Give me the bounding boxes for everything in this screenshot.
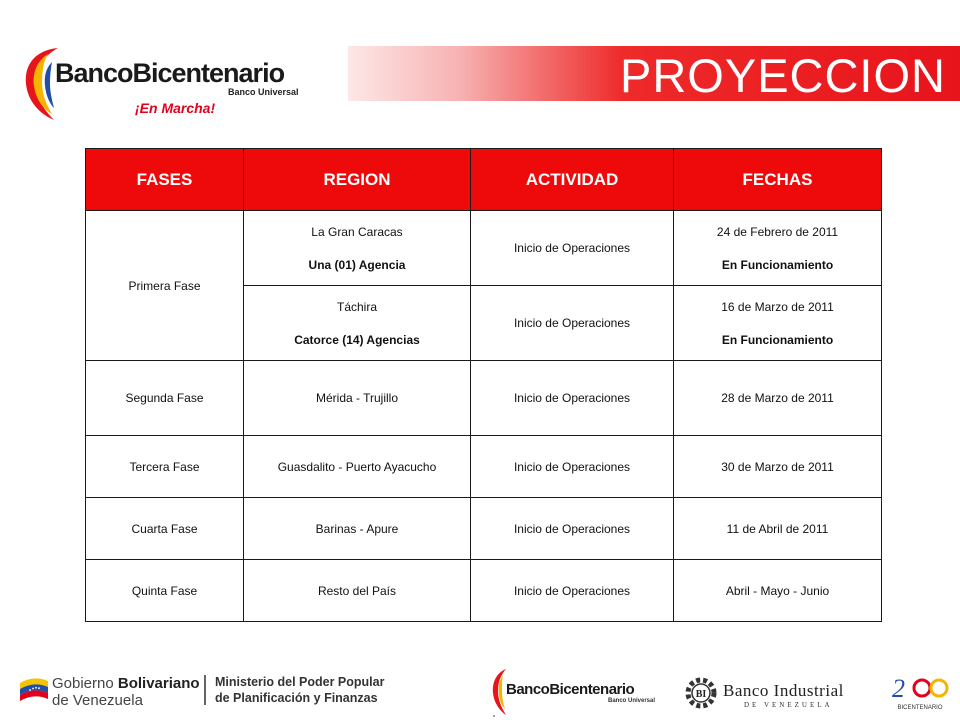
logo-subtitle: Banco Universal	[228, 87, 299, 97]
region-cell	[244, 211, 471, 286]
phase-cell: Quinta Fase	[86, 560, 244, 622]
ministry-line-1: Ministerio del Poder Popular	[215, 675, 385, 689]
page-title: PROYECCION	[620, 49, 946, 102]
footer-bi-name: Banco Industrial	[723, 681, 844, 700]
date-cell	[674, 211, 882, 286]
footer-bb-subtitle: Banco Universal	[608, 698, 656, 704]
region-cell: Mérida - Trujillo	[244, 361, 471, 436]
phase-cell: Cuarta Fase	[86, 498, 244, 560]
phase-cell: Segunda Fase	[86, 361, 244, 436]
activity-cell: Inicio de Operaciones	[471, 286, 674, 361]
date-cell: 11 de Abril de 2011	[674, 498, 882, 560]
table-row	[86, 361, 882, 436]
svg-text:2: 2	[892, 674, 905, 703]
projection-table	[85, 148, 882, 622]
footer-bi-subtitle: DE VENEZUELA	[744, 701, 833, 709]
date-cell	[674, 286, 882, 361]
header-region: REGION	[244, 149, 471, 211]
region-agencies: Catorce (14) Agencias	[294, 332, 420, 347]
date-status: En Funcionamiento	[721, 257, 834, 272]
bancobicentenario-logo	[18, 42, 318, 126]
activity-cell: Inicio de Operaciones	[471, 498, 674, 560]
region-name: La Gran Caracas	[311, 224, 403, 239]
logo-tagline: ¡En Marcha!	[135, 100, 216, 116]
header-fechas: FECHAS	[674, 149, 882, 211]
date-value: 16 de Marzo de 2011	[721, 299, 834, 314]
region-cell	[244, 286, 471, 361]
footer-divider	[204, 675, 206, 705]
table-header-row	[86, 149, 882, 211]
banco-industrial-gear-icon	[683, 675, 719, 711]
gov-line-1	[52, 675, 200, 692]
region-cell: Barinas - Apure	[244, 498, 471, 560]
date-cell: 28 de Marzo de 2011	[674, 361, 882, 436]
phase-cell: Primera Fase	[86, 211, 244, 361]
activity-cell: Inicio de Operaciones	[471, 211, 674, 286]
header-fases: FASES	[86, 149, 244, 211]
date-value: 24 de Febrero de 2011	[716, 224, 839, 239]
table-row	[86, 560, 882, 622]
gov-word-bolivariano: Bolivariano	[117, 675, 200, 692]
table-row	[86, 436, 882, 498]
bicentenario-label: BICENTENARIO	[897, 705, 943, 711]
table-row	[86, 211, 882, 286]
date-status: En Funcionamiento	[721, 332, 834, 347]
date-cell: Abril - Mayo - Junio	[674, 560, 882, 622]
table-row	[86, 498, 882, 560]
activity-cell: Inicio de Operaciones	[471, 361, 674, 436]
region-agencies: Una (01) Agencia	[308, 257, 406, 272]
ministry-line-2: de Planificación y Finanzas	[215, 691, 378, 705]
activity-cell: Inicio de Operaciones	[471, 560, 674, 622]
logo-name: BancoBicentenario	[55, 58, 285, 88]
date-cell: 30 de Marzo de 2011	[674, 436, 882, 498]
venezuela-flag-icon	[18, 673, 50, 705]
gov-word-gobierno: Gobierno	[52, 675, 118, 692]
phase-cell: Tercera Fase	[86, 436, 244, 498]
header-actividad: ACTIVIDAD	[471, 149, 674, 211]
region-name: Táchira	[336, 299, 377, 314]
gov-line-2: de Venezuela	[52, 692, 143, 709]
region-cell: Resto del País	[244, 560, 471, 622]
activity-cell: Inicio de Operaciones	[471, 436, 674, 498]
footer-logos	[0, 655, 960, 720]
svg-text:BI: BI	[695, 689, 707, 700]
bicentenario-200-logo	[890, 669, 950, 715]
footer-bb-name: BancoBicentenario	[506, 681, 635, 698]
region-cell: Guasdalito - Puerto Ayacucho	[244, 436, 471, 498]
